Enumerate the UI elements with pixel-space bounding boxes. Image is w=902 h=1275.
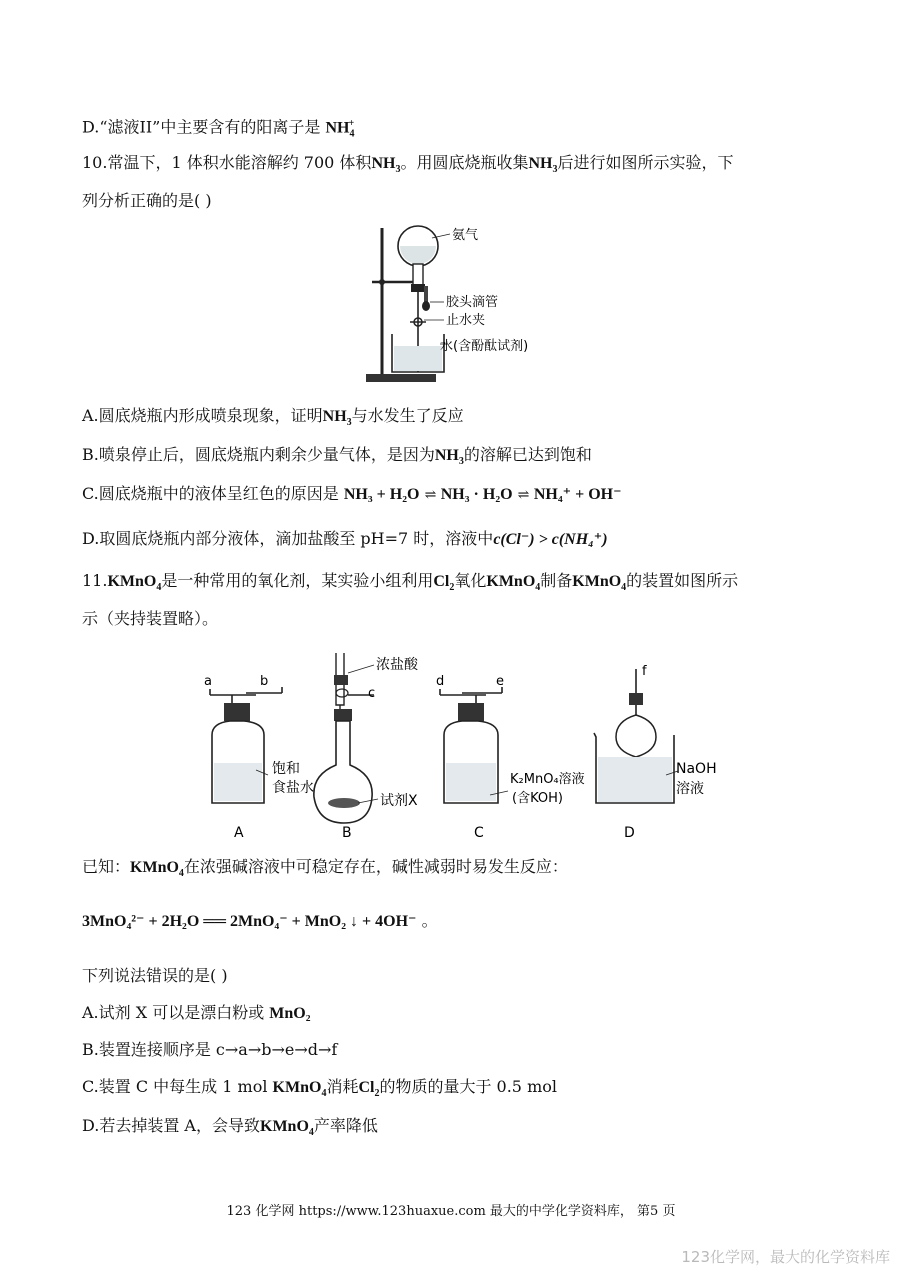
svg-text:D: D — [624, 825, 635, 841]
q11-option-d: D.若去掉装置 A，会导致KMnO$_4$产率降低 — [82, 1116, 378, 1139]
q10-option-b: B.喷泉停止后，圆底烧瓶内剩余少量气体，是因为$NH_3$的溶解已达到饱和 — [82, 445, 592, 468]
q11-option-b: B.装置连接顺序是 c→a→b→e→d→f — [82, 1040, 338, 1059]
apparatus-c — [436, 674, 585, 841]
svg-text:C: C — [474, 825, 484, 841]
label-dropper: 胶头滴管 — [446, 295, 499, 310]
q9-option-d: D.“滤液II”中主要含有的阳离子是 $NH_4^+$ — [82, 117, 355, 140]
q11-stem-line2: 示（夹持装置略）。 — [82, 609, 219, 628]
svg-text:c: c — [368, 686, 376, 701]
q10-option-a: A.圆底烧瓶内形成喷泉现象，证明$NH_3$与水发生了反应 — [82, 406, 464, 429]
label-clamp: 止水夹 — [446, 313, 486, 328]
svg-text:溶液: 溶液 — [676, 781, 704, 797]
fountain-apparatus-figure — [360, 222, 550, 394]
svg-text:A: A — [234, 825, 244, 841]
label-ammonia: 氨气 — [452, 228, 479, 243]
q11-question: 下列说法错误的是( ) — [82, 966, 228, 985]
svg-text:f: f — [642, 664, 647, 679]
svg-text:e: e — [496, 674, 504, 689]
kmno4-apparatus-figure — [196, 645, 736, 849]
svg-text:K₂MnO₄溶液: K₂MnO₄溶液 — [510, 772, 585, 787]
svg-text:NaOH: NaOH — [676, 761, 717, 777]
q11-option-c: C.装置 C 中每生成 1 mol KMnO$_4$消耗$Cl_2$的物质的量大于 0.5 mol — [82, 1077, 557, 1100]
q10-option-c: C.圆底烧瓶中的液体呈红色的原因是 NH₃ + H₂O ⇌ NH₃ · H₂O ⇌ NH₄⁺ + OH⁻ — [82, 484, 622, 503]
apparatus-a — [204, 674, 314, 841]
svg-text:d: d — [436, 674, 445, 689]
watermark: 123化学网，最大的化学资料库 — [681, 1248, 890, 1266]
label-water: 水(含酚酞试剂) — [440, 339, 529, 354]
svg-text:B: B — [342, 825, 352, 841]
svg-text:试剂X: 试剂X — [380, 793, 418, 809]
page-footer: 123 化学网 https://www.123huaxue.com 最大的中学化学资料库， 第5 页 — [226, 1204, 676, 1219]
q10-option-d: D.取圆底烧瓶内部分液体，滴加盐酸至 pH=7 时，溶液中c(Cl⁻) > c(NH₄⁺) — [82, 529, 608, 548]
svg-text:b: b — [260, 674, 269, 689]
q11-reaction-equation: 3MnO₄²⁻ + 2H₂O ══ 2MnO₄⁻ + MnO₂ ↓ + 4OH⁻ 。 — [82, 911, 438, 930]
svg-text:饱和: 饱和 — [272, 761, 300, 777]
q10-stem-line1: 10.常温下，1 体积水能溶解约 700 体积$NH_3$。用圆底烧瓶收集$NH_3$后进行如图所示实验，下 — [82, 153, 734, 176]
q11-stem-line1: 11.KMnO$_4$是一种常用的氧化剂，某实验小组利用$Cl_2$氧化KMnO$_4$制备KMnO$_4$的装置如图所示 — [82, 571, 739, 594]
apparatus-d — [594, 664, 717, 841]
svg-text:浓盐酸: 浓盐酸 — [376, 657, 418, 673]
equilibrium-arrow-icon: ⇌ — [424, 487, 441, 503]
q10-stem-line2: 列分析正确的是( ) — [82, 191, 212, 210]
equilibrium-arrow-icon: ⇌ — [517, 487, 534, 503]
q11-known-line: 已知：KMnO$_4$在浓强碱溶液中可稳定存在，碱性减弱时易发生反应： — [82, 857, 568, 880]
svg-text:食盐水: 食盐水 — [272, 780, 314, 796]
q11-option-a: A.试剂 X 可以是漂白粉或 MnO₂ — [82, 1003, 311, 1022]
apparatus-b — [314, 653, 419, 841]
svg-text:a: a — [204, 674, 212, 689]
svg-text:(含KOH): (含KOH) — [512, 791, 563, 806]
